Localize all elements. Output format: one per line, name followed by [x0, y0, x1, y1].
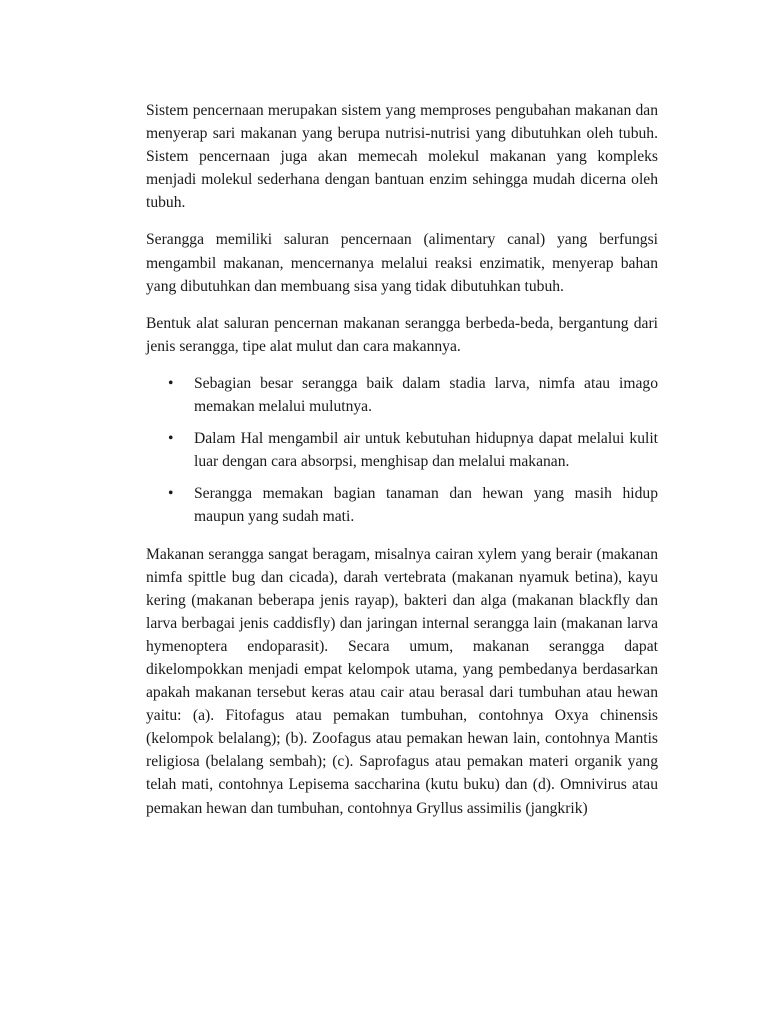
- document-page: [146, 99, 658, 820]
- bullet-icon: •: [168, 485, 174, 503]
- paragraph-insect-food: Makanan serangga sangat beragam, misalnya cairan xylem yang berair (makanan nimfa spittle bug dan cicada), darah vertebrata (makanan nyamuk betina), kayu kering (makanan beberapa jenis rayap), bakteri dan alga (makanan blackfly dan larva berbagai jenis caddisfly) dan jaringan internal serangga lain (makanan larva hymenoptera endoparasit). Secara umum, makanan serangga dapat dikelompokkan menjadi empat kelompok utama, yang pembedanya berdasarkan apakah makanan tersebut keras atau cair atau berasal dari tumbuhan atau hewan yaitu: (a). Fitofagus atau pemakan tumbuhan, contohnya Oxya chinensis (kelompok belalang); (b). Zoofagus atau pemakan hewan lain, contohnya Mantis religiosa (belalang sembah); (c). Saprofagus atau pemakan materi organik yang telah mati, contohnya Lepisema saccharina (kutu buku) dan (d). Omnivirus atau pemakan hewan dan tumbuhan, contohnya Gryllus assimilis (jangkrik): [146, 545, 658, 817]
- paragraph-digestive-system: Sistem pencernaan merupakan sistem yang memproses pengubahan makanan dan menyerap sari makanan yang berupa nutrisi-nutrisi yang dibutuhkan oleh tubuh. Sistem pencernaan juga akan memecah molekul makanan yang kompleks menjadi molekul sederhana dengan bantuan enzim sehingga mudah dicerna oleh tubuh.: [146, 102, 658, 212]
- list-item-text: Serangga memakan bagian tanaman dan hewan yang masih hidup maupun yang sudah mati.: [194, 485, 658, 526]
- list-item-text: Sebagian besar serangga baik dalam stadia larva, nimfa atau imago memakan melalui mulutnya.: [194, 374, 658, 416]
- bullet-icon: •: [168, 374, 174, 392]
- bullet-icon: •: [168, 430, 174, 448]
- paragraph-alimentary-canal: Serangga memiliki saluran pencernaan (alimentary canal) yang berfungsi mengambil makanan, mencernanya melalui reaksi enzimatik, menyerap bahan yang dibutuhkan dan membuang sisa yang tidak dibutuhkan tubuh.: [146, 231, 658, 295]
- list-item: [146, 482, 658, 528]
- list-item: [146, 427, 658, 473]
- list-item: [146, 372, 658, 418]
- list-item-text: Dalam Hal mengambil air untuk kebutuhan hidupnya dapat melalui kulit luar dengan cara absorpsi, menghisap dan melalui makanan.: [194, 430, 658, 471]
- bullet-list: [146, 372, 658, 529]
- paragraph-digestive-tract-shape: Bentuk alat saluran pencernan makanan serangga berbeda-beda, bergantung dari jenis serangga, tipe alat mulut dan cara makannya.: [146, 314, 658, 355]
